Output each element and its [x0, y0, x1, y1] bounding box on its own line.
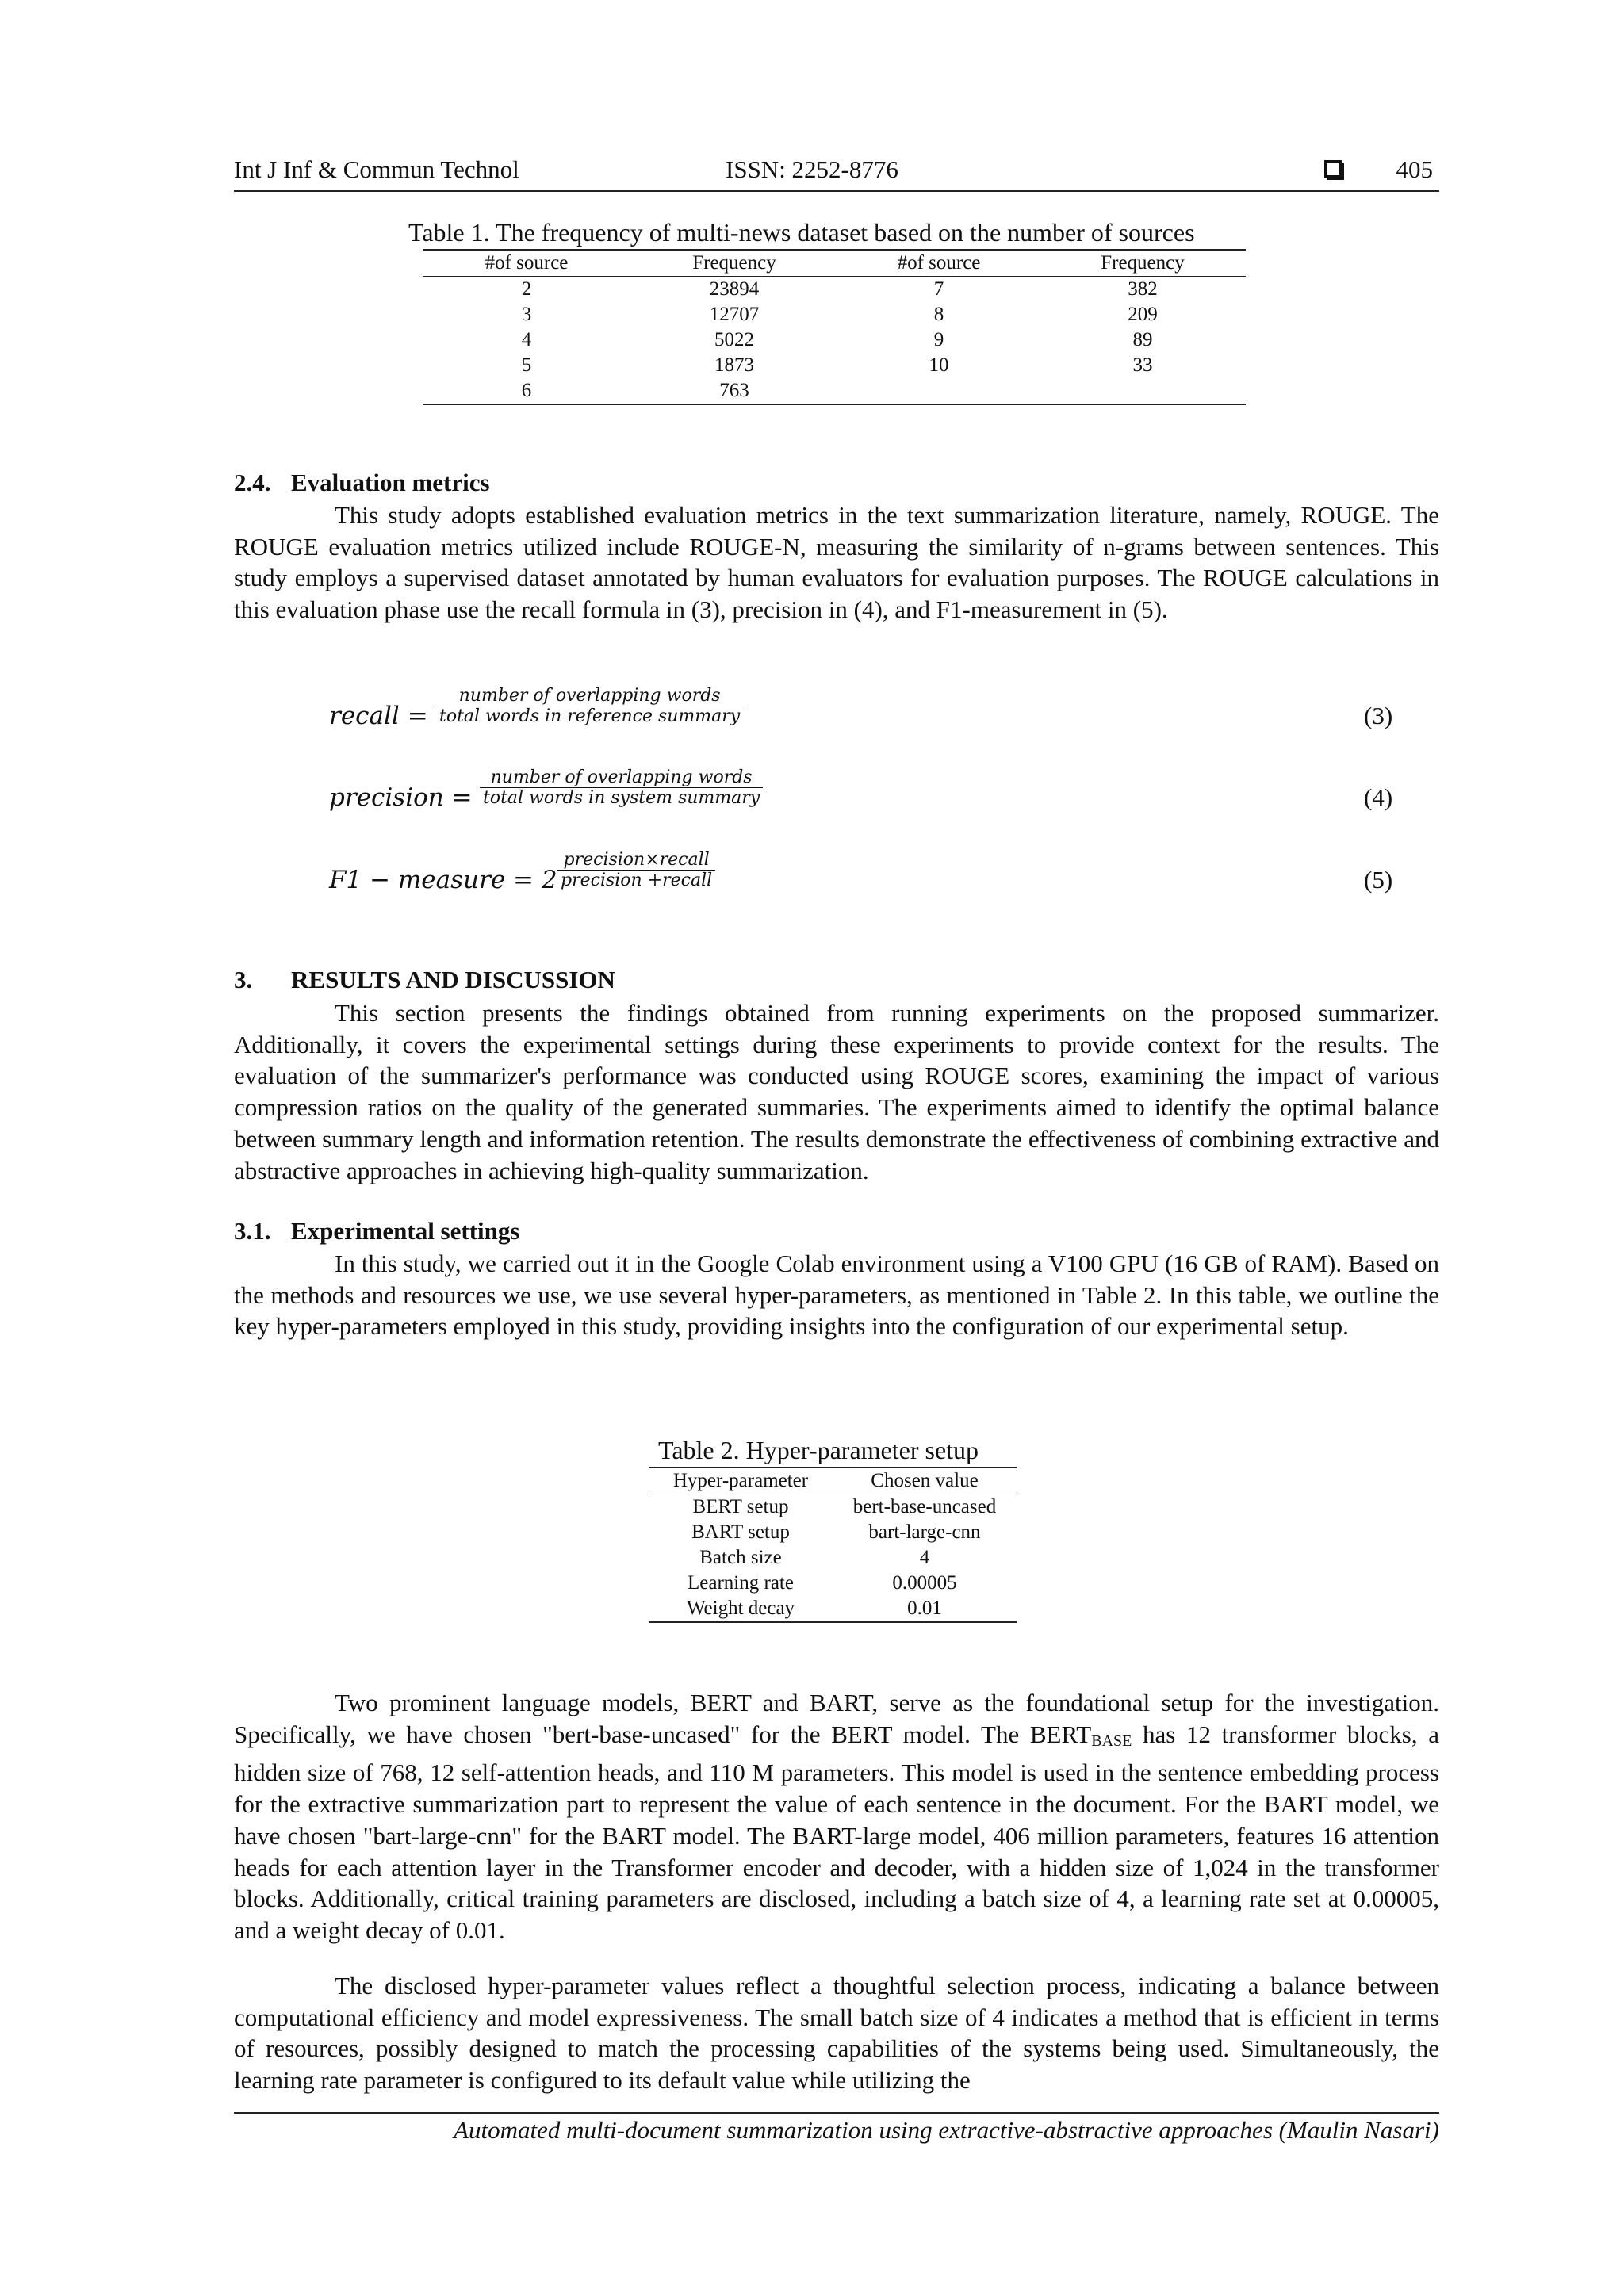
table-row — [423, 302, 1246, 327]
paragraph-text: Two prominent language models, BERT and BART, serve as the foundational setup for the investigation. Specifically, we have chosen "bert-base-uncased" for the BERT model. The BERT — [234, 1689, 1439, 1748]
table-cell: 7 — [933, 278, 944, 300]
table-row — [423, 378, 1246, 404]
equation-lhs: precision = — [329, 783, 473, 812]
results-paragraph: This section presents the findings obtained from running experiments on the proposed summarizer. Additionally, it covers the experimental settings during these experiments to provide context for the results. The evaluation of the summarizer's performance was conducted using ROUGE scores, examining the impact of various compression ratios on the quality of the generated summaries. The experiments aimed to identify the optimal balance between summary length and information retention. The results demonstrate the effectiveness of combining extractive and abstractive approaches in achieving high-quality summarization. — [234, 999, 1439, 1184]
fraction-numerator: number of overlapping words — [436, 686, 743, 706]
table-cell: 0.01 — [833, 1596, 1017, 1622]
fraction-numerator: precision×recall — [557, 850, 715, 871]
section-number: 3. — [234, 966, 253, 993]
table-cell: 5 — [521, 354, 532, 376]
table1-caption: Table 1. The frequency of multi-news dataset based on the number of sources — [408, 218, 1195, 247]
table2-header-cell: Hyper-parameter — [649, 1468, 833, 1494]
table-row — [649, 1494, 1017, 1521]
table2-caption: Table 2. Hyper-parameter setup — [658, 1436, 979, 1464]
section-title: Experimental settings — [291, 1217, 520, 1245]
table-cell: Batch size — [699, 1547, 782, 1568]
section-title: RESULTS AND DISCUSSION — [291, 966, 615, 993]
table-cell: 1873 — [714, 354, 754, 376]
footer-rule — [234, 2112, 1439, 2114]
equation-f1-measure — [329, 850, 1439, 913]
table-cell: 9 — [933, 329, 944, 350]
equation-number: (3) — [1364, 702, 1393, 729]
table-cell: 2 — [521, 278, 532, 300]
models-paragraph — [234, 1687, 1439, 1946]
table-cell: bart-large-cnn — [868, 1521, 981, 1543]
equation-fraction — [480, 767, 763, 808]
fraction-numerator: number of overlapping words — [480, 767, 763, 788]
table-cell: 5022 — [714, 329, 754, 350]
running-header — [234, 155, 1439, 190]
table-cell: 12707 — [709, 304, 760, 325]
fraction-denominator: precision +recall — [561, 871, 713, 890]
fraction-denominator: total words in system summary — [483, 788, 760, 808]
equation-recall — [329, 686, 1439, 749]
issn: ISSN: 2252-8776 — [726, 155, 898, 183]
header-rule — [234, 190, 1439, 192]
table-row — [423, 327, 1246, 353]
equation-number: (4) — [1364, 783, 1393, 811]
table-cell: 209 — [1128, 304, 1158, 325]
table1-header-cell: Frequency — [630, 250, 838, 277]
table2-header-row — [649, 1468, 1017, 1494]
table-row — [649, 1596, 1017, 1622]
table1-header-row — [423, 250, 1246, 277]
table-cell: BART setup — [691, 1521, 790, 1543]
table-cell: 33 — [1132, 354, 1153, 376]
table-row — [649, 1520, 1017, 1545]
section-number: 2.4. — [234, 469, 271, 496]
subscript-base: BASE — [1091, 1732, 1132, 1750]
hyperparameter-discussion-paragraph: The disclosed hyper-parameter values reflect a thoughtful selection process, indicating a balance between computational efficiency and model expressiveness. The small batch size of 4 indicates a method that is efficient in terms of resources, possibly designed to match the processing capabilities of the systems being used. Simultaneously, the learning rate parameter is configured to its default value while utilizing the — [234, 1972, 1439, 2095]
table-cell: 10 — [929, 354, 949, 376]
table-row — [649, 1545, 1017, 1571]
section-heading-3 — [234, 966, 615, 994]
paragraph-text: has 12 transformer blocks, a hidden size of 768, 12 self-attention heads, and 110 M parameters. This model is used in the sentence embedding process for the extractive summarization part to represent the value of each sentence in the document. For the BART model, we have chosen "bart-large-cnn" for the BART model. The BART-large model, 406 million parameters, features 16 attention heads for each attention layer in the Transformer encoder and decoder, with a hidden size of 1,024 in the transformer blocks. Additionally, critical training parameters are disclosed, including a batch size of 4, a learning rate set at 0.00005, and a weight decay of 0.01. — [234, 1720, 1440, 1944]
table-cell: 0.00005 — [892, 1572, 957, 1594]
table2 — [649, 1467, 1017, 1623]
section-heading-2-4 — [234, 469, 490, 497]
fraction-denominator: total words in reference summary — [439, 706, 741, 726]
table-cell: BERT setup — [692, 1496, 789, 1517]
table-cell: 23894 — [709, 278, 760, 300]
evaluation-metrics-paragraph: This study adopts established evaluation metrics in the text summarization literature, namely, ROUGE. The ROUGE evaluation metrics utilized include ROUGE-N, measuring the similarity of n-grams between sentences. This study employs a supervised dataset annotated by human evaluators for evaluation purposes. The ROUGE calculations in this evaluation phase use the recall formula in (3), precision in (4), and F1-measurement in (5). — [234, 501, 1439, 624]
table-cell: bert-base-uncased — [852, 1496, 997, 1517]
table-cell: 763 — [630, 378, 838, 404]
table-cell: 4 — [919, 1547, 930, 1568]
running-footer: Automated multi-document summarization using extractive-abstractive approaches (Maulin Nasari) — [454, 2116, 1439, 2144]
equation-lhs: recall = — [329, 702, 428, 730]
table-row — [649, 1571, 1017, 1596]
table-cell: Weight decay — [649, 1596, 833, 1622]
table2-header-cell: Chosen value — [833, 1468, 1017, 1494]
equation-lhs: F1 − measure = 2 — [329, 866, 557, 894]
equation-fraction — [557, 850, 715, 890]
table-row — [423, 277, 1246, 303]
experimental-settings-paragraph: In this study, we carried out it in the Google Colab environment using a V100 GPU (16 GB of RAM). Based on the methods and resources we use, we use several hyper-parameters, as mentioned in Table 2. In this table, we outline the key hyper-parameters employed in this study, providing insights into the configuration of our experimental setup. — [234, 1249, 1439, 1341]
table-cell: 8 — [933, 304, 944, 325]
equation-number: (5) — [1364, 866, 1393, 894]
table-cell: 89 — [1132, 329, 1153, 350]
equation-fraction — [436, 686, 743, 726]
table1-header-cell: #of source — [838, 250, 1040, 277]
table-cell: 4 — [521, 329, 532, 350]
table-row — [423, 353, 1246, 378]
section-title: Evaluation metrics — [291, 469, 490, 496]
table-cell: 382 — [1128, 278, 1158, 300]
journal-name: Int J Inf & Commun Technol — [234, 155, 519, 183]
table-cell — [1040, 378, 1246, 404]
table-cell — [838, 378, 1040, 404]
table-cell: 3 — [521, 304, 532, 325]
page-number: 405 — [1396, 155, 1433, 183]
table-cell: Learning rate — [688, 1572, 794, 1594]
table1-header-cell: Frequency — [1040, 250, 1246, 277]
table-cell: 6 — [423, 378, 630, 404]
section-number: 3.1. — [234, 1217, 271, 1245]
section-heading-3-1 — [234, 1217, 519, 1246]
table1 — [423, 249, 1246, 405]
table1-header-cell: #of source — [423, 250, 630, 277]
equation-precision — [329, 767, 1439, 831]
square-bullet-icon — [1324, 160, 1342, 178]
